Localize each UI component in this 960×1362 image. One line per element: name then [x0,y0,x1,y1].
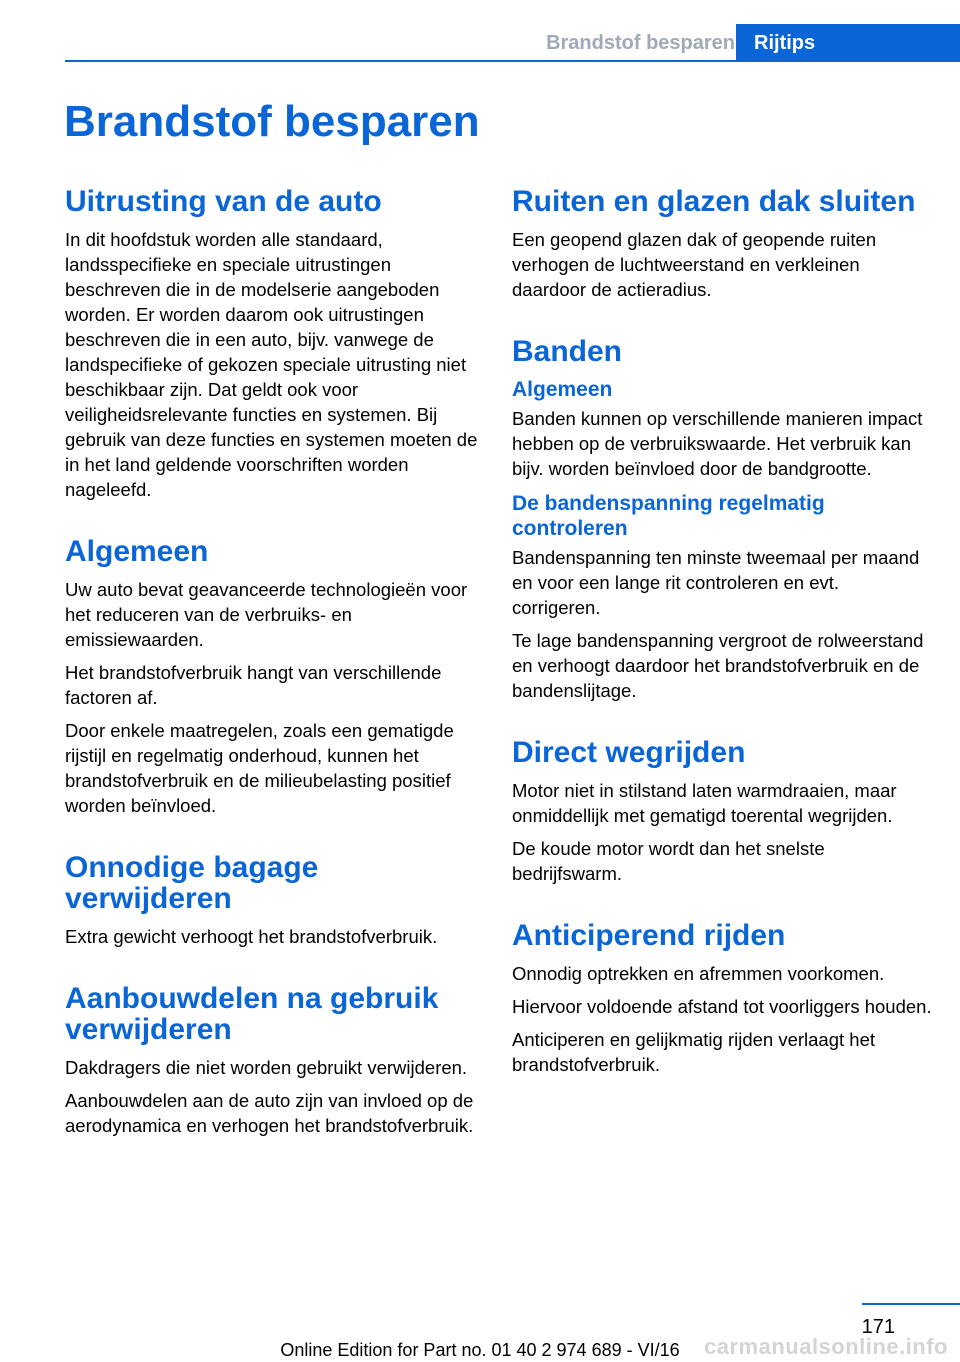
section-heading: Direct wegrijden [512,736,746,769]
header-chapter: Brandstof besparen [546,32,735,54]
section-attachments [65,983,481,1138]
footer-rule [862,1303,960,1305]
section-paragraph: Bandenspanning ten minste tweemaal per maand en voor een lange rit controleren en evt. corrigeren. [512,547,920,618]
subsection-heading: De bandenspanning regelmatig controleren [512,492,825,540]
watermark: carmanualsonline.info [704,1334,948,1359]
section-heading: Aanbouwdelen na gebruik verwijderen [65,982,439,1046]
section-heading: Uitrusting van de auto [65,185,382,218]
section-general [65,536,481,818]
section-windows [512,186,932,302]
section-paragraph: Aanbouwdelen aan de auto zijn van invloed op de aerodynamica en verhogen het brandstofverbruik. [65,1090,474,1136]
subsection-heading: Algemeen [512,378,613,401]
section-paragraph: Uw auto bevat geavanceerde technologieën voor het reduceren van de verbruiks- en emissiewaarden. [65,579,468,650]
section-heading: Algemeen [65,535,209,568]
section-paragraph: De koude motor wordt dan het snelste bedrijfswarm. [512,838,825,884]
header-section-tab: Rijtips [736,24,960,62]
subsection-tyres-general [512,377,932,481]
section-paragraph: Extra gewicht verhoogt het brandstofverbruik. [65,926,438,947]
section-anticipate [512,920,932,1077]
section-paragraph: Dakdragers die niet worden gebruikt verwijderen. [65,1057,468,1078]
section-paragraph: Anticiperen en gelijkmatig rijden verlaagt het brandstofverbruik. [512,1029,876,1075]
page-number: 171 [861,1316,895,1338]
page-title: Brandstof besparen [64,97,480,146]
section-heading: Anticiperend rijden [512,919,786,952]
edition-note: Online Edition for Part no. 01 40 2 974 689 - VI/16 [280,1340,680,1360]
section-tyres [512,336,932,703]
section-paragraph: Banden kunnen op verschillende manieren impact hebben op de verbruikswaarde. Het verbruik kan bijv. worden beïnvloed door de bandgrootte. [512,408,923,479]
section-equipment [65,186,481,502]
section-heading: Ruiten en glazen dak sluiten [512,185,916,218]
section-heading: Onnodige bagage verwijderen [65,851,319,915]
section-paragraph: Een geopend glazen dak of geopende ruiten verhogen de luchtweerstand en verkleinen daardoor de actieradius. [512,229,877,300]
section-paragraph: Het brandstofverbruik hangt van verschillende factoren af. [65,662,442,708]
section-paragraph: Onnodig optrekken en afremmen voorkomen. [512,963,885,984]
section-paragraph: Te lage bandenspanning vergroot de rolweerstand en verhoogt daardoor het brandstofverbruik en de bandenslijtage. [512,630,924,701]
section-paragraph: Door enkele maatregelen, zoals een gematigde rijstijl en regelmatig onderhoud, kunnen het brandstofverbruik en de milieubelasting positief worden beïnvloed. [65,720,454,816]
section-paragraph: Motor niet in stilstand laten warmdraaien, maar onmiddellijk met gematigd toerental wegrijden. [512,780,897,826]
section-drive-off [512,737,932,886]
section-paragraph: Hiervoor voldoende afstand tot voorliggers houden. [512,996,932,1017]
right-column [512,180,932,1111]
section-luggage [65,852,481,949]
left-column [65,180,481,1172]
section-heading: Banden [512,335,623,368]
subsection-tyre-pressure [512,491,932,703]
section-paragraph: In dit hoofdstuk worden alle standaard, landsspecifieke en speciale uitrustingen beschreven die in de modelserie aangeboden worden. Er worden daarom ook uitrustingen beschreven die in een auto, bijv. vanwege de landspecifieke of gekozen speciale uitrusting niet beschikbaar zijn. Dat geldt ook voor veiligheidsrelevante functies en systemen. Bij gebruik van deze functies en systemen moeten de in het land geldende voorschriften worden nageleefd. [65,229,478,500]
